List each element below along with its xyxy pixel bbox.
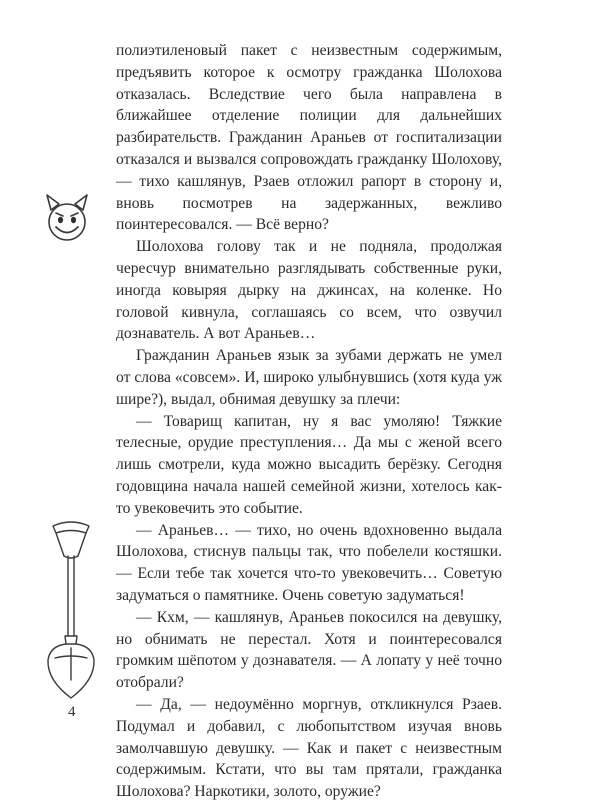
paragraph-6: — Кхм, — кашлянув, Араньев покосился на девушку, но обнимать не перестал. Хотя и поинтересовался громким шёпотом у дознавателя. — А лопату у неё точно отобрали? [116,608,502,692]
paragraph-3: Гражданин Араньев язык за зубами держать не умел от слова «совсем». И, широко улыбнувшись (хотя куда уж шире?), выдал, обнимая девушку за плечи: [116,347,502,408]
shovel-icon [42,520,100,700]
paragraph-5: — Араньев… — тихо, но очень вдохновенно выдала Шолохова, стиснув пальцы так, что побелели костяшки. — Если тебе так хочется что-то увековечить… Советую задуматься о памятнике. Очень советую задуматься! [116,521,502,604]
paragraph-4: — Товарищ капитан, ну я вас умоляю! Тяжкие телесные, орудие преступления… Да мы с женой всего лишь смотрели, куда можно высадить берёзку. Сегодня годовщина начала нашей семейной жизни, хотелось как-то увековечить это событие. [116,412,502,517]
paragraph-1: полиэтиленовый пакет с неизвестным содержимым, предъявить которое к осмотру гражданка Шолохова отказалась. Вследствие чего была направлена в ближайшее отделение полиции для дальнейших разбирательств. Гражданин Араньев от госпитализации отказался и вызвался сопровождать гражданку Шолохову, — тихо кашлянув, Рзаев отложил рапорт в сторону и, вновь посмотрев на задержанных, вежливо поинтересовался. — Всё верно? [116,42,502,234]
smiling-devil-icon [42,192,92,244]
page-number: 4 [68,704,76,720]
paragraph-7: — Да, — недоумённо моргнув, откликнулся Рзаев. Подумал и добавил, с любопытством изучая вновь замолчавшую девушку. — Как и пакет с неизвестным содержимым. Кстати, что вы там прятали, гражданка Шолохова? Наркотики, золото, оружие? [116,695,502,801]
paragraph-2: Шолохова голову так и не подняла, продолжая чересчур внимательно разглядывать собственные руки, иногда ковыряя дырку на джинсах, на коленке. Но головой кивнула, соглашаясь со всем, что озвучил дознаватель. А вот Араньев… [116,238,502,343]
page-text [116,40,502,803]
